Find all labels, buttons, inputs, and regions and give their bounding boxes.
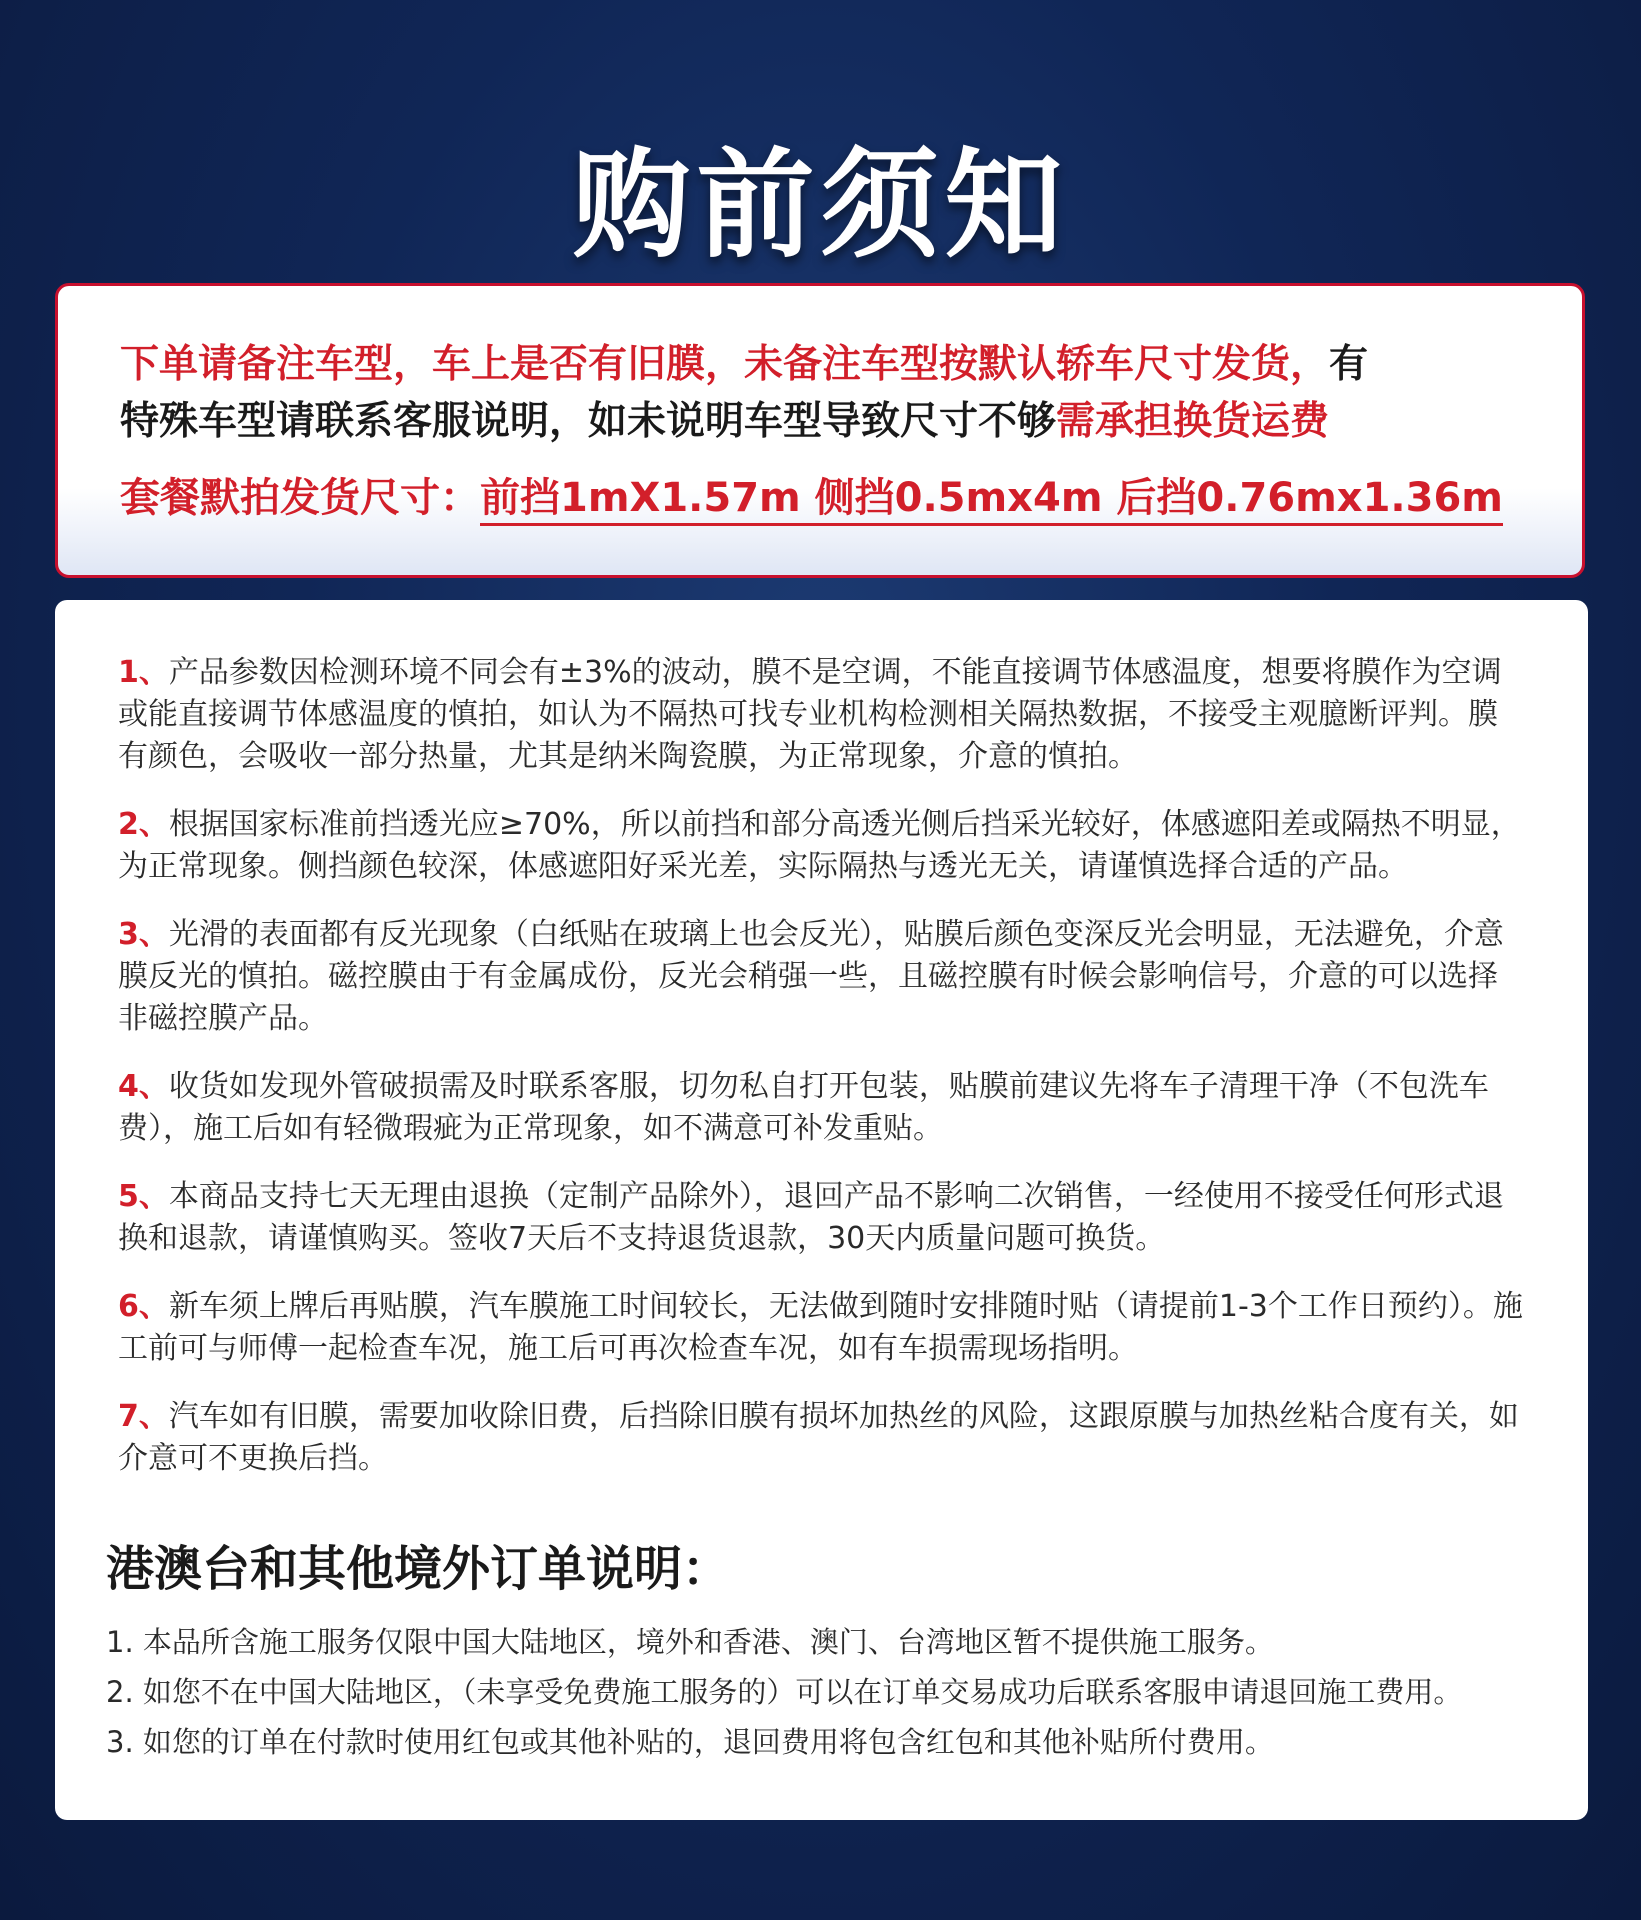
notice-line-2-black: 特殊车型请联系客服说明，如未说明车型导致尺寸不够 <box>120 399 1057 444</box>
overseas-item: 2. 如您不在中国大陆地区，（未享受免费施工服务的）可以在订单交易成功后联系客服申请退回施工费用。 <box>106 1675 1463 1709</box>
term-text: 产品参数因检测环境不同会有±3%的波动，膜不是空调，不能直接调节体感温度，想要将膜作为空调或能直接调节体感温度的慎拍，如认为不隔热可找专业机构检测相关隔热数据，不接受主观臆断评判。膜有颜色，会吸收一部分热量，尤其是纳米陶瓷膜，为正常现象，介意的慎拍。 <box>118 655 1502 774</box>
page-title: 购前须知 <box>572 136 1069 274</box>
package-size-line <box>120 470 1520 526</box>
term-item <box>118 1176 1525 1260</box>
overseas-item: 1. 本品所含施工服务仅限中国大陆地区，境外和香港、澳门、台湾地区暂不提供施工服务。 <box>106 1625 1274 1659</box>
overseas-list <box>106 1617 1525 1767</box>
term-item <box>118 652 1525 778</box>
term-text: 新车须上牌后再贴膜，汽车膜施工时间较长，无法做到随时安排随时贴（请提前1-3个工作日预约）。施工前可与师傅一起检查车况，施工后可再次检查车况，如有车损需现场指明。 <box>118 1289 1523 1366</box>
term-text: 光滑的表面都有反光现象（白纸贴在玻璃上也会反光），贴膜后颜色变深反光会明显，无法避免，介意膜反光的慎拍。磁控膜由于有金属成份，反光会稍强一些，且磁控膜有时候会影响信号，介意的可以选择非磁控膜产品。 <box>118 917 1504 1036</box>
term-number: 3、 <box>118 917 169 952</box>
term-text: 根据国家标准前挡透光应≥70%，所以前挡和部分高透光侧后挡采光较好，体感遮阳差或隔热不明显，为正常现象。侧挡颜色较深，体感遮阳好采光差，实际隔热与透光无关，请谨慎选择合适的产品。 <box>118 807 1521 884</box>
notice-line-2 <box>120 393 1520 450</box>
term-number: 4、 <box>118 1069 169 1104</box>
overseas-item: 3. 如您的订单在付款时使用红包或其他补贴的，退回费用将包含红包和其他补贴所付费用。 <box>106 1725 1274 1759</box>
package-size-values: 前挡1mX1.57m 侧挡0.5mx4m 后挡0.76mx1.36m <box>480 475 1503 526</box>
package-size-label: 套餐默拍发货尺寸： <box>120 475 480 521</box>
term-number: 2、 <box>118 807 169 842</box>
term-item <box>118 914 1525 1040</box>
order-notice-box <box>55 283 1585 578</box>
term-text: 收货如发现外管破损需及时联系客服，切勿私自打开包装，贴膜前建议先将车子清理干净（不包洗车费），施工后如有轻微瑕疵为正常现象，如不满意可补发重贴。 <box>118 1069 1489 1146</box>
notice-line-1-red: 下单请备注车型，车上是否有旧膜，未备注车型按默认轿车尺寸发货， <box>120 342 1330 387</box>
notice-line-1-black: 有 <box>1329 342 1369 387</box>
term-number: 5、 <box>118 1179 169 1214</box>
terms-card <box>55 600 1588 1820</box>
term-item <box>118 804 1525 888</box>
overseas-heading: 港澳台和其他境外订单说明： <box>106 1541 731 1597</box>
term-number: 7、 <box>118 1399 169 1434</box>
notice-line-1 <box>120 336 1520 393</box>
term-item <box>118 1066 1525 1150</box>
term-item <box>118 1396 1525 1480</box>
term-number: 6、 <box>118 1289 169 1324</box>
notice-line-2-red: 需承担换货运费 <box>1056 399 1330 444</box>
term-text: 本商品支持七天无理由退换（定制产品除外），退回产品不影响二次销售，一经使用不接受任何形式退换和退款，请谨慎购买。签收7天后不支持退货退款，30天内质量问题可换货。 <box>118 1179 1504 1256</box>
term-number: 1、 <box>118 655 169 690</box>
term-item <box>118 1286 1525 1370</box>
term-text: 汽车如有旧膜，需要加收除旧费，后挡除旧膜有损坏加热丝的风险，这跟原膜与加热丝粘合度有关，如介意可不更换后挡。 <box>118 1399 1519 1476</box>
